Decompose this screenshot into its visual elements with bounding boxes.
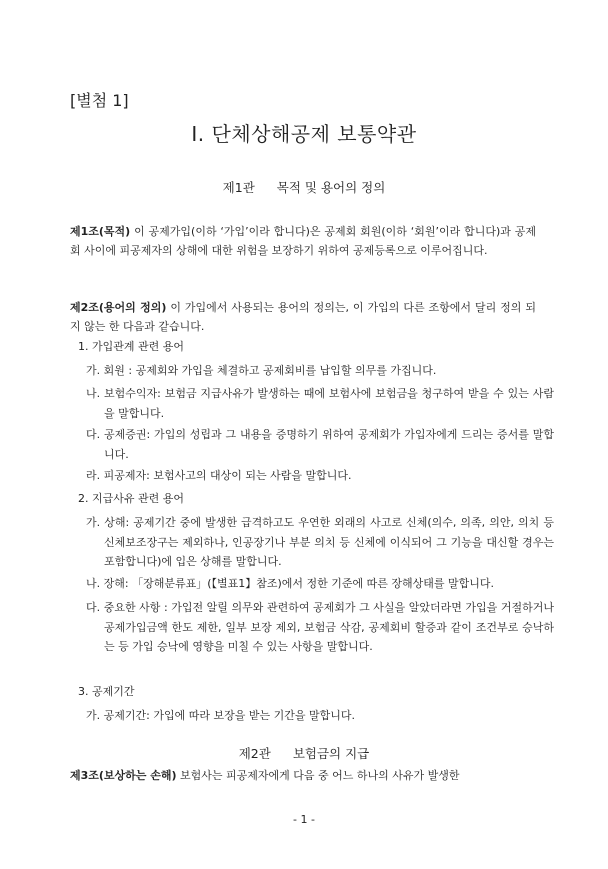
attachment-label: [별첨 1] [70, 91, 129, 110]
section-heading: 1. 가입관계 관련 용어 [78, 340, 184, 353]
chapter-number: 제2관 [238, 746, 271, 761]
chapter-name: 목적 및 용어의 정의 [276, 180, 386, 195]
document-title: Ⅰ. 단체상해공제 보통약관 [191, 122, 417, 146]
section-heading: 2. 지급사유 관련 용어 [78, 492, 184, 505]
definition-item: 라. 피공제자: 보험사고의 대상이 되는 사람을 말합니다. [86, 469, 352, 482]
definition-item: 나. 장해: 「장해분류표」(【별표1】참조)에서 정한 기준에 따른 장해상태를 말합니다. [86, 577, 495, 590]
article-3 [70, 766, 536, 785]
chapter-name: 보험금의 지급 [292, 746, 370, 761]
article-body: 이 공제가입(이하 ‘가입’이라 합니다)은 공제회 회원(이하 ‘회원’이라 합니다)과 공제회 사이에 피공제자의 상해에 대한 위험을 보장하기 위하여 공제등록으로 이루어집니다. [70, 225, 536, 257]
chapter-heading-2 [0, 744, 608, 762]
definition-item: 가. 공제기간: 가입에 따라 보장을 받는 기간을 말합니다. [86, 709, 355, 722]
definition-item: 가. 회원 : 공제회와 가입을 체결하고 공제회비를 납입할 의무를 가집니다. [86, 364, 437, 377]
page-number: - 1 - [293, 813, 315, 826]
chapter-number: 제1관 [222, 180, 255, 195]
definition-item: 가. 상해: 공제기간 중에 발생한 급격하고도 우연한 외래의 사고로 신체(의수, 의족, 의안, 의치 등 신체보조장구는 제외하나, 인공장기나 부분 의치 등 신체에 이식되어 그 기능을 대신할 경우는 포함합니다)에 입은 상해를 말합니다. [86, 516, 554, 568]
article-heading: 제3조(보상하는 손해) [70, 769, 177, 782]
article-heading: 제2조(용어의 정의) [70, 301, 167, 314]
definition-item: 나. 보험수익자: 보험금 지급사유가 발생하는 때에 보험사에 보험금을 청구하여 받을 수 있는 사람을 말합니다. [86, 387, 554, 420]
chapter-heading-1 [0, 178, 608, 196]
definition-item: 다. 공제증권: 가입의 성립과 그 내용을 증명하기 위하여 공제회가 가입자에게 드리는 증서를 말합니다. [86, 428, 554, 461]
article-2 [70, 298, 536, 336]
article-body: 보험사는 피공제자에게 다음 중 어느 하나의 사유가 발생한 [176, 769, 460, 782]
article-heading: 제1조(목적) [70, 225, 131, 238]
article-1 [70, 222, 536, 260]
definition-item: 다. 중요한 사항 : 가입전 알릴 의무와 관련하여 공제회가 그 사실을 알았더라면 가입을 거절하거나 공제가입금액 한도 제한, 일부 보장 제외, 보험금 삭감, 공제회비 할증과 같이 조건부로 승낙하는 등 가입 승낙에 영향을 미칠 수 있는 사항을 말합니다. [86, 601, 554, 653]
article-body: 이 가입에서 사용되는 용어의 정의는, 이 가입의 다른 조항에서 달리 정의 되지 않는 한 다음과 같습니다. [70, 301, 537, 333]
section-heading: 3. 공제기간 [78, 685, 135, 698]
